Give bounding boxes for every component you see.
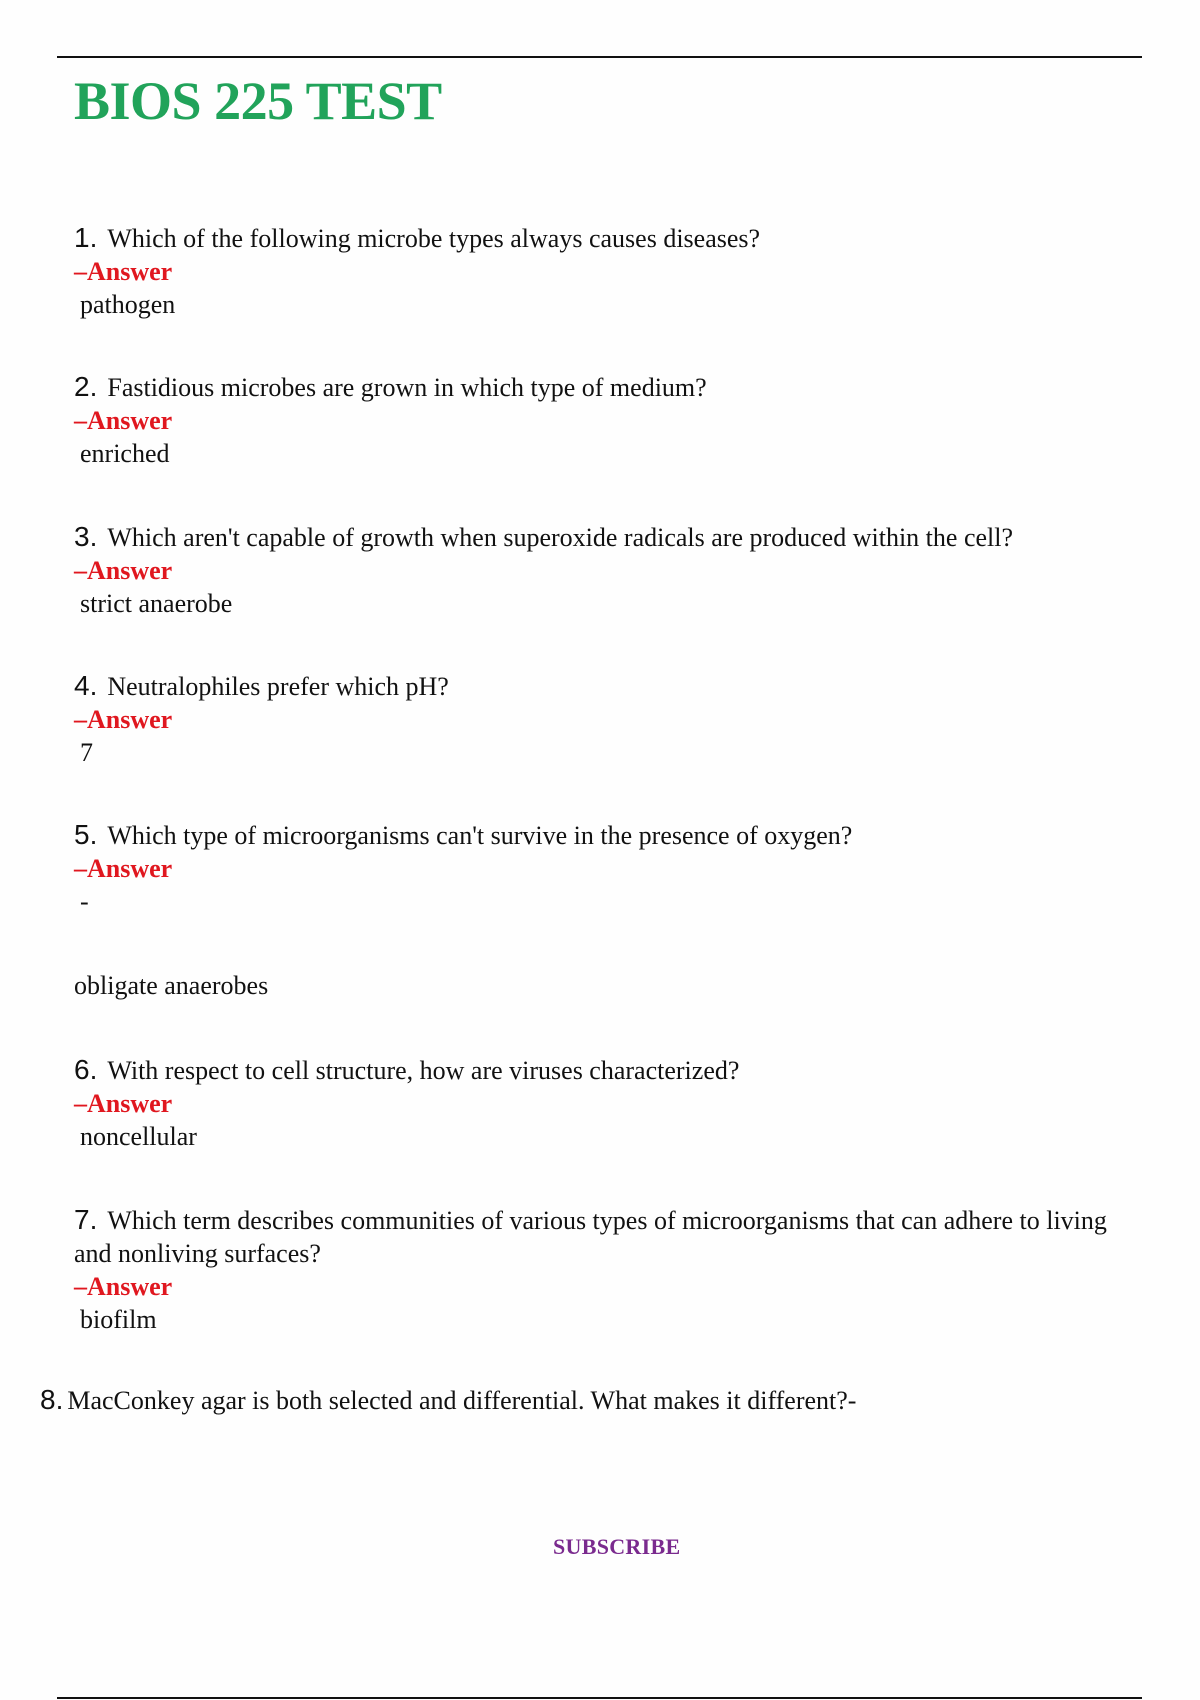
question-block-5 [74, 818, 1124, 918]
answer-label: –Answer [74, 1272, 173, 1301]
answer-text: 7 [80, 738, 93, 767]
question-text: Which aren't capable of growth when superoxide radicals are produced within the cell? [107, 523, 1014, 552]
question-block-2 [74, 370, 1124, 470]
question-number: 8. [40, 1384, 64, 1415]
question-number: 4. [74, 670, 98, 701]
question-6 [74, 1053, 1124, 1087]
subscribe-link[interactable]: SUBSCRIBE [553, 1534, 681, 1559]
answer-text: biofilm [80, 1305, 157, 1334]
answer-label: –Answer [74, 1089, 173, 1118]
question-text: MacConkey agar is both selected and differential. What makes it different?- [67, 1386, 857, 1415]
question-block-1 [74, 221, 1124, 321]
answer-text: pathogen [80, 290, 176, 319]
question-text: Neutralophiles prefer which pH? [107, 672, 449, 701]
question-text: Which of the following microbe types always causes diseases? [107, 224, 761, 253]
answer-dash: - [80, 887, 89, 916]
question-block-6 [74, 1053, 1124, 1153]
question-number: 7. [74, 1204, 98, 1235]
question-block-3 [74, 520, 1124, 620]
answer-text: enriched [80, 439, 170, 468]
answer-label: –Answer [74, 854, 173, 883]
question-number: 1. [74, 222, 98, 253]
question-number: 5. [74, 819, 98, 850]
question-7 [74, 1203, 1124, 1270]
question-number: 2. [74, 371, 98, 402]
question-text: Which term describes communities of various types of microorganisms that can adhere to living and nonliving surfaces? [74, 1206, 1107, 1268]
question-number: 3. [74, 521, 98, 552]
bottom-rule [57, 1697, 1142, 1699]
question-3 [74, 520, 1124, 554]
question-2 [74, 370, 1124, 404]
question-number: 6. [74, 1054, 98, 1085]
answer-label: –Answer [74, 257, 173, 286]
answer-text: noncellular [80, 1122, 197, 1151]
question-5 [74, 818, 1124, 852]
answer-label: –Answer [74, 406, 173, 435]
page-title: BIOS 225 TEST [74, 71, 442, 131]
answer-label: –Answer [74, 705, 173, 734]
question-8 [40, 1383, 856, 1417]
question-block-4 [74, 669, 1124, 769]
question-text: Fastidious microbes are grown in which type of medium? [107, 373, 707, 402]
answer-text: strict anaerobe [80, 589, 233, 618]
top-rule [57, 56, 1142, 58]
question-1 [74, 221, 1124, 255]
question-4 [74, 669, 1124, 703]
answer-label: –Answer [74, 556, 173, 585]
question-text: With respect to cell structure, how are viruses characterized? [107, 1056, 740, 1085]
question-block-7 [74, 1203, 1124, 1336]
question-text: Which type of microorganisms can't survive in the presence of oxygen? [107, 821, 853, 850]
answer-text: obligate anaerobes [74, 971, 269, 1000]
